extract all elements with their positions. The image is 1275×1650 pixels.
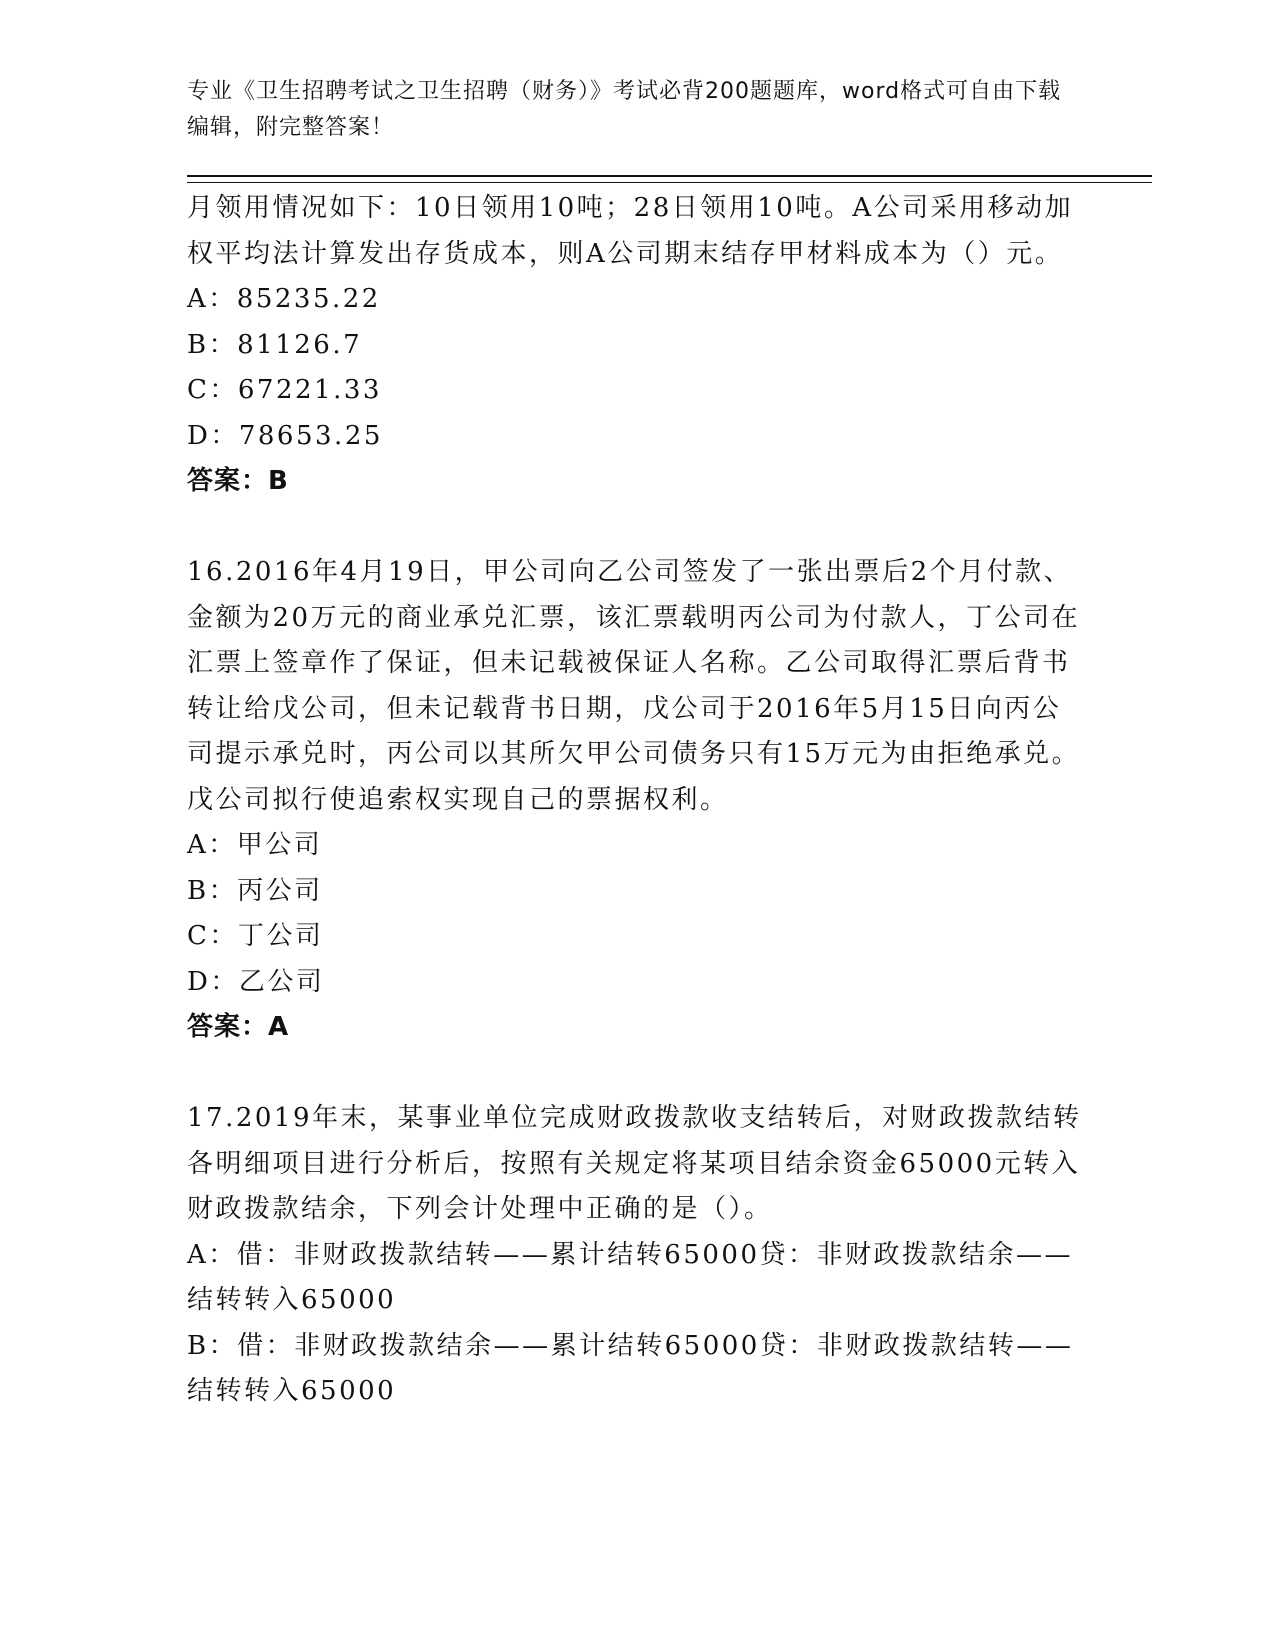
option-b: B：借：非财政拨款结余——累计结转65000贷：非财政拨款结转——结转转入65000 xyxy=(187,1330,1074,1406)
header-rule-thin xyxy=(187,182,1152,183)
option-c: C：67221.33 xyxy=(187,375,382,405)
document-header xyxy=(187,74,1067,146)
option-a: A：甲公司 xyxy=(187,830,323,860)
header-rule-thick xyxy=(187,175,1152,177)
question-17 xyxy=(187,1096,1087,1415)
spacer xyxy=(187,1051,1087,1097)
question-stem: 17.2019年末，某事业单位完成财政拨款收支结转后，对财政拨款结转各明细项目进行分析后，按照有关规定将某项目结余资金65000元转入财政拨款结余，下列会计处理中正确的是（）。 xyxy=(187,1103,1082,1224)
option-d: D：乙公司 xyxy=(187,966,325,997)
option-d: D：78653.25 xyxy=(187,420,383,451)
question-list xyxy=(187,186,1087,1415)
option-a: A：85235.22 xyxy=(187,284,381,314)
header-title: 专业《卫生招聘考试之卫生招聘（财务）》考试必背200题题库，word格式可自由下载编辑，附完整答案！ xyxy=(187,79,1062,140)
question-15 xyxy=(187,186,1087,505)
answer-line: 答案：B xyxy=(187,466,289,496)
option-b: B：81126.7 xyxy=(187,329,363,360)
spacer xyxy=(187,505,1087,551)
question-stem: 月领用情况如下：10日领用10吨；28日领用10吨。A公司采用移动加权平均法计算发出存货成本，则A公司期末结存甲材料成本为（）元。 xyxy=(187,193,1074,269)
question-16 xyxy=(187,550,1087,1051)
option-a: A：借：非财政拨款结转——累计结转65000贷：非财政拨款结余——结转转入65000 xyxy=(187,1239,1073,1315)
answer-line: 答案：A xyxy=(187,1012,290,1042)
option-c: C：丁公司 xyxy=(187,921,324,951)
question-stem: 16.2016年4月19日，甲公司向乙公司签发了一张出票后2个月付款、金额为20万元的商业承兑汇票，该汇票载明丙公司为付款人，丁公司在汇票上签章作了保证，但未记载被保证人名称。乙公司取得汇票后背书转让给戊公司，但未记载背书日期，戊公司于2016年5月15日向丙公司提示承兑时，丙公司以其所欠甲公司债务只有15万元为由拒绝承兑。戊公司拟行使追索权实现自己的票据权利。 xyxy=(187,557,1081,815)
option-b: B：丙公司 xyxy=(187,875,323,906)
